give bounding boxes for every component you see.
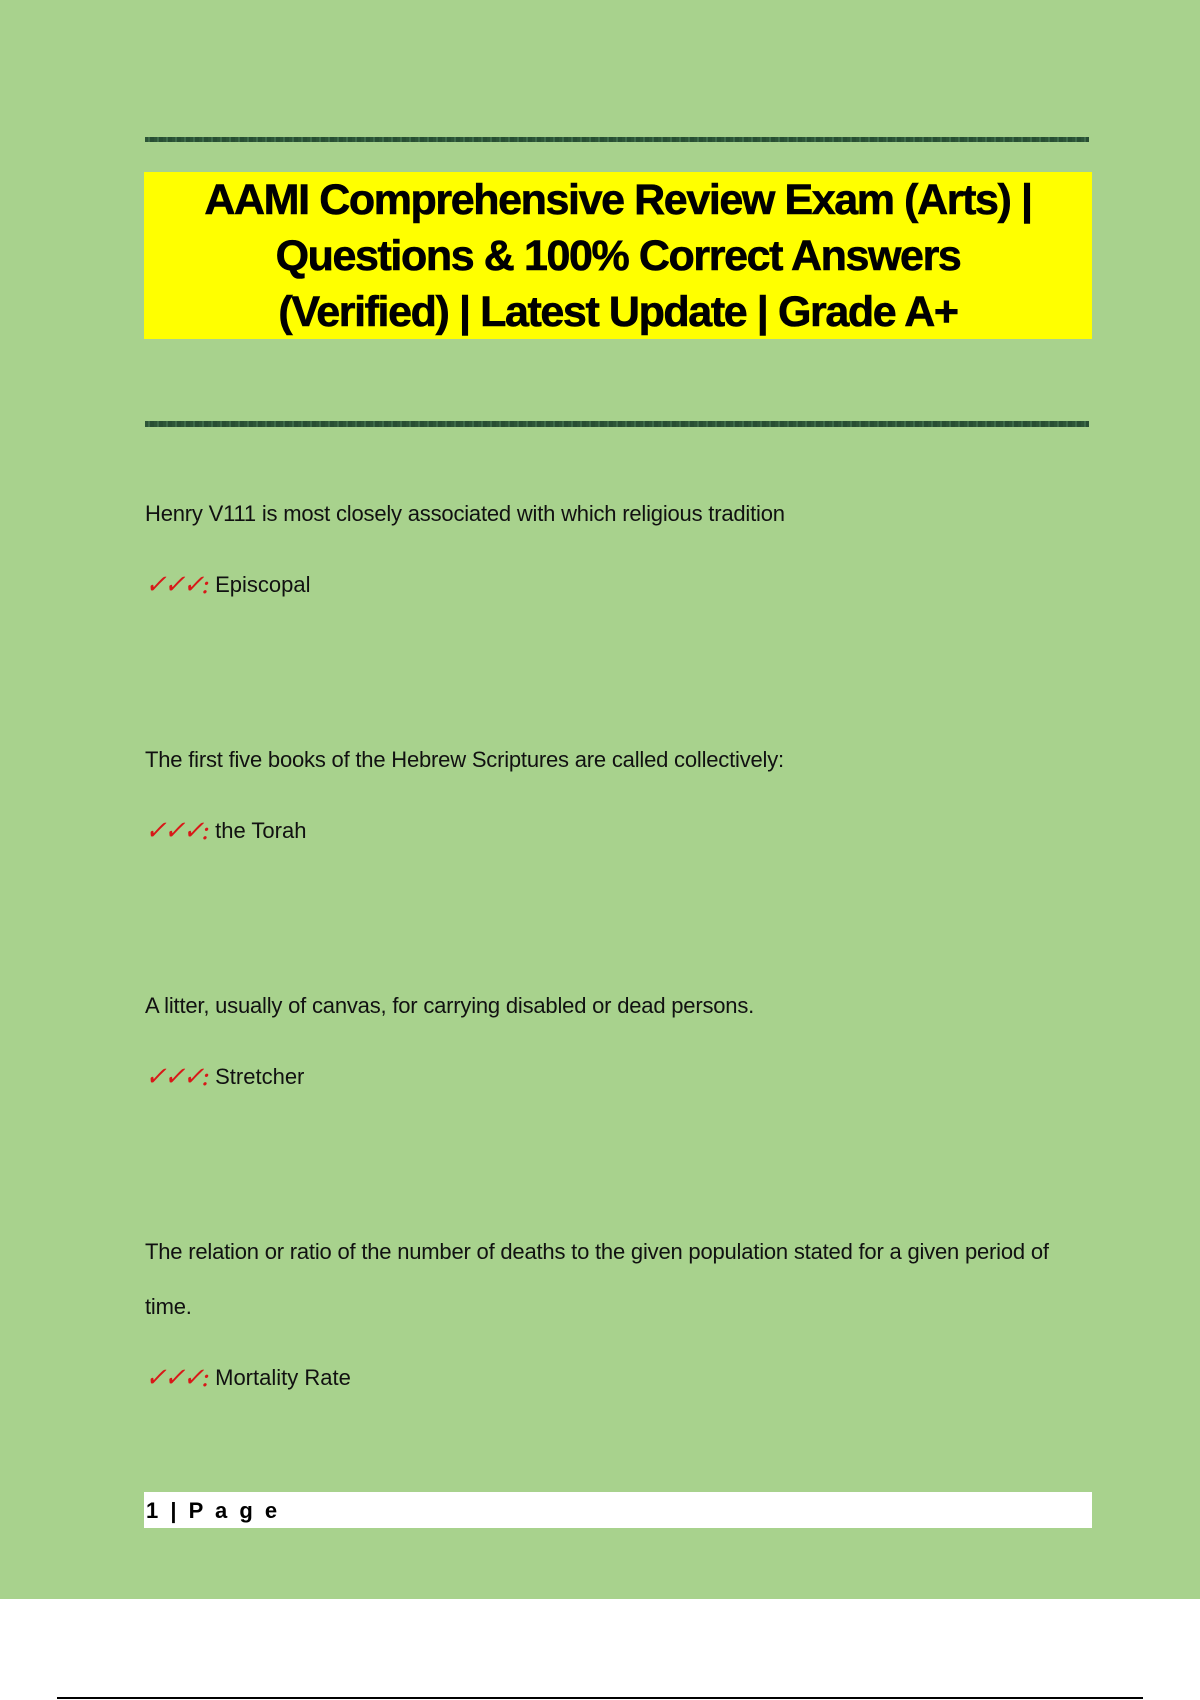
bottom-divider xyxy=(145,421,1089,427)
qa-item xyxy=(145,1224,1095,1393)
page-number: 1 | P a g e xyxy=(146,1498,281,1523)
answer-text: the Torah xyxy=(215,818,307,843)
checkmark-icon: ✓✓✓: xyxy=(145,816,208,846)
top-divider xyxy=(145,137,1089,142)
answer-row xyxy=(145,570,1095,600)
page-footer xyxy=(144,1492,1092,1528)
checkmark-icon: ✓✓✓: xyxy=(145,570,208,600)
question-text: A litter, usually of canvas, for carrying disabled or dead persons. xyxy=(145,993,755,1018)
answer-text: Stretcher xyxy=(215,1064,305,1089)
question-text: Henry V111 is most closely associated with which religious tradition xyxy=(145,501,785,526)
title-line-2: Questions & 100% Correct Answers xyxy=(275,231,961,280)
checkmark-icon: ✓✓✓: xyxy=(145,1062,208,1092)
title-line-1: AAMI Comprehensive Review Exam (Arts) | xyxy=(204,175,1032,224)
document-title xyxy=(204,172,1031,340)
answer-text: Mortality Rate xyxy=(215,1365,351,1390)
answer-row xyxy=(145,1363,1095,1393)
qa-item xyxy=(145,486,1095,600)
answer-row xyxy=(145,1062,1095,1092)
checkmark-icon: ✓✓✓: xyxy=(145,1363,208,1393)
answer-row xyxy=(145,816,1095,846)
qa-item xyxy=(145,978,1095,1092)
question-text: The relation or ratio of the number of deaths to the given population stated for a given period of time. xyxy=(145,1239,1049,1319)
title-line-3: (Verified) | Latest Update | Grade A+ xyxy=(278,287,958,336)
answer-text: Episcopal xyxy=(215,572,311,597)
next-page-divider xyxy=(57,1697,1143,1699)
question-text: The first five books of the Hebrew Scriptures are called collectively: xyxy=(145,747,784,772)
title-banner xyxy=(144,172,1092,339)
qa-item xyxy=(145,732,1095,846)
